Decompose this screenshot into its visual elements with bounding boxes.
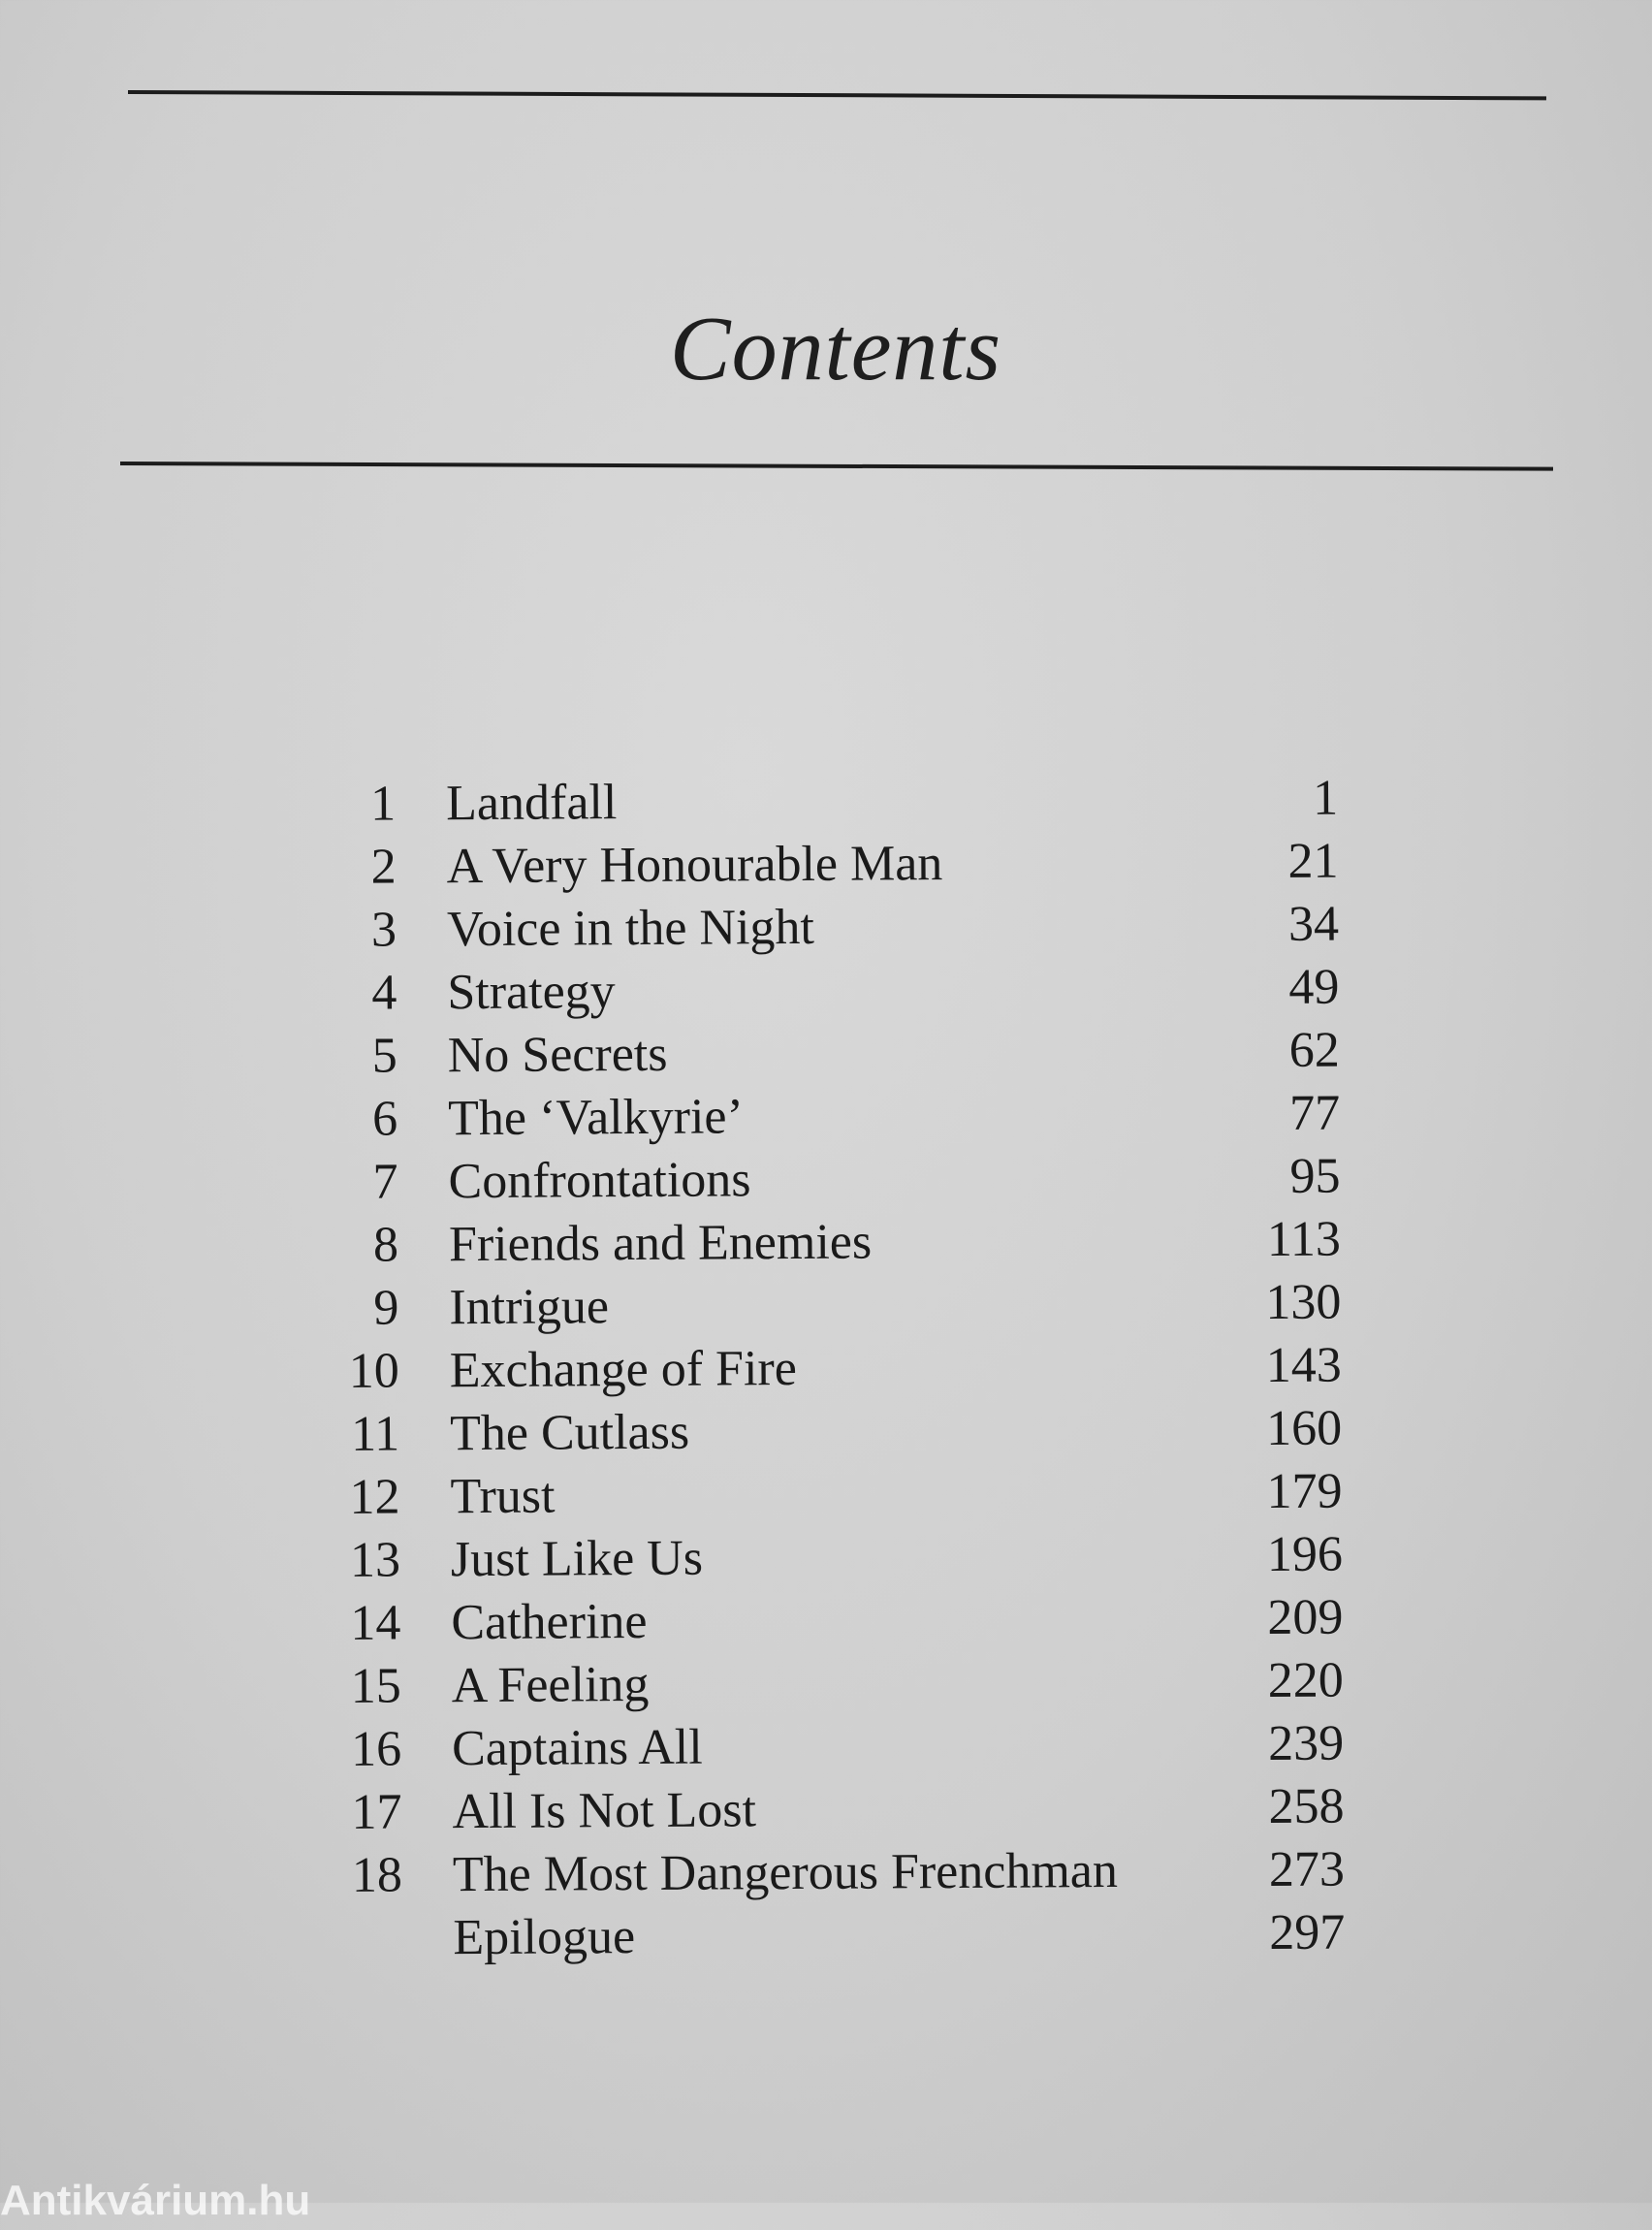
- chapter-number: 7: [322, 1151, 397, 1214]
- chapter-number: 4: [321, 962, 397, 1025]
- chapter-number: 6: [322, 1088, 397, 1151]
- chapter-number: 8: [323, 1214, 398, 1277]
- toc-entry: [323, 1208, 1341, 1277]
- toc-entry: [321, 893, 1339, 962]
- page-number: 273: [1199, 1838, 1345, 1902]
- chapter-title: Just Like Us: [451, 1527, 703, 1592]
- toc-entry: [325, 1523, 1343, 1592]
- chapter-number: 9: [323, 1277, 398, 1340]
- toc-entry: [327, 1901, 1345, 1970]
- chapter-title: Trust: [450, 1465, 555, 1529]
- chapter-number: 17: [326, 1781, 401, 1844]
- page-number: 220: [1198, 1649, 1344, 1713]
- chapter-number: 15: [326, 1655, 401, 1718]
- chapter-number: 12: [324, 1466, 399, 1529]
- page-number: 95: [1194, 1145, 1340, 1209]
- chapter-title: Strategy: [447, 960, 616, 1024]
- chapter-number: 16: [326, 1718, 401, 1781]
- page-number: 196: [1197, 1523, 1343, 1587]
- toc-entry: [324, 1334, 1342, 1403]
- chapter-title: Friends and Enemies: [449, 1211, 873, 1277]
- chapter-title: The Cutlass: [450, 1401, 689, 1466]
- page-number: 258: [1198, 1775, 1344, 1839]
- toc-entry: [320, 767, 1338, 836]
- toc-entry: [321, 956, 1339, 1025]
- chapter-title: A Very Honourable Man: [446, 832, 942, 898]
- chapter-number: 11: [324, 1403, 399, 1466]
- page-number: 21: [1192, 830, 1338, 894]
- page-number: 77: [1194, 1082, 1340, 1146]
- toc-entry: [320, 830, 1338, 899]
- toc-entry: [322, 1082, 1340, 1151]
- chapter-number: 10: [324, 1340, 399, 1403]
- page-number: 209: [1197, 1586, 1343, 1650]
- page-number: 34: [1193, 893, 1339, 957]
- chapter-number: 2: [320, 836, 396, 899]
- chapter-title: Intrigue: [449, 1275, 609, 1339]
- toc-entry: [325, 1586, 1343, 1655]
- page-title: Contents: [0, 296, 1652, 402]
- chapter-title: Captains All: [452, 1716, 703, 1781]
- toc-entry: [324, 1397, 1342, 1466]
- title-underline-rule: [120, 462, 1553, 471]
- page-number: 113: [1195, 1208, 1341, 1272]
- page-number: 239: [1198, 1712, 1344, 1776]
- chapter-title: Confrontations: [448, 1148, 750, 1213]
- chapter-title: Exchange of Fire: [450, 1337, 797, 1402]
- toc-entry: [322, 1145, 1340, 1214]
- chapter-number: 5: [322, 1025, 397, 1088]
- chapter-title: Epilogue: [453, 1905, 635, 1969]
- page-number: 130: [1195, 1271, 1341, 1335]
- toc-entry: [324, 1460, 1342, 1529]
- chapter-title: No Secrets: [448, 1023, 668, 1087]
- page-number: 160: [1196, 1397, 1342, 1461]
- chapter-number: 18: [327, 1844, 402, 1907]
- toc-entry: [326, 1712, 1344, 1781]
- page-number: 179: [1196, 1460, 1342, 1524]
- page-number: 49: [1193, 956, 1339, 1020]
- chapter-title: Catherine: [451, 1590, 648, 1654]
- chapter-number: 13: [325, 1529, 400, 1592]
- chapter-title: The Most Dangerous Frenchman: [453, 1839, 1118, 1906]
- watermark: Antikvárium.hu: [0, 2172, 310, 2230]
- page-number: 143: [1196, 1334, 1342, 1398]
- chapter-number: 3: [321, 899, 397, 962]
- toc-entry: [323, 1271, 1341, 1340]
- toc-entry: [326, 1775, 1344, 1844]
- chapter-number: 14: [325, 1592, 400, 1655]
- toc-entry: [326, 1649, 1344, 1718]
- page-number: 62: [1194, 1019, 1340, 1083]
- chapter-title: Landfall: [446, 771, 618, 835]
- table-of-contents: [320, 767, 1346, 1970]
- page-number: 1: [1192, 767, 1338, 831]
- page-number: 297: [1199, 1901, 1345, 1965]
- chapter-title: The ‘Valkyrie’: [448, 1085, 744, 1150]
- chapter-number: 1: [320, 773, 396, 836]
- toc-entry: [327, 1838, 1345, 1907]
- top-rule: [128, 90, 1546, 100]
- toc-entry: [322, 1019, 1340, 1088]
- chapter-title: All Is Not Lost: [452, 1778, 756, 1843]
- chapter-title: A Feeling: [452, 1653, 650, 1717]
- chapter-title: Voice in the Night: [447, 896, 814, 961]
